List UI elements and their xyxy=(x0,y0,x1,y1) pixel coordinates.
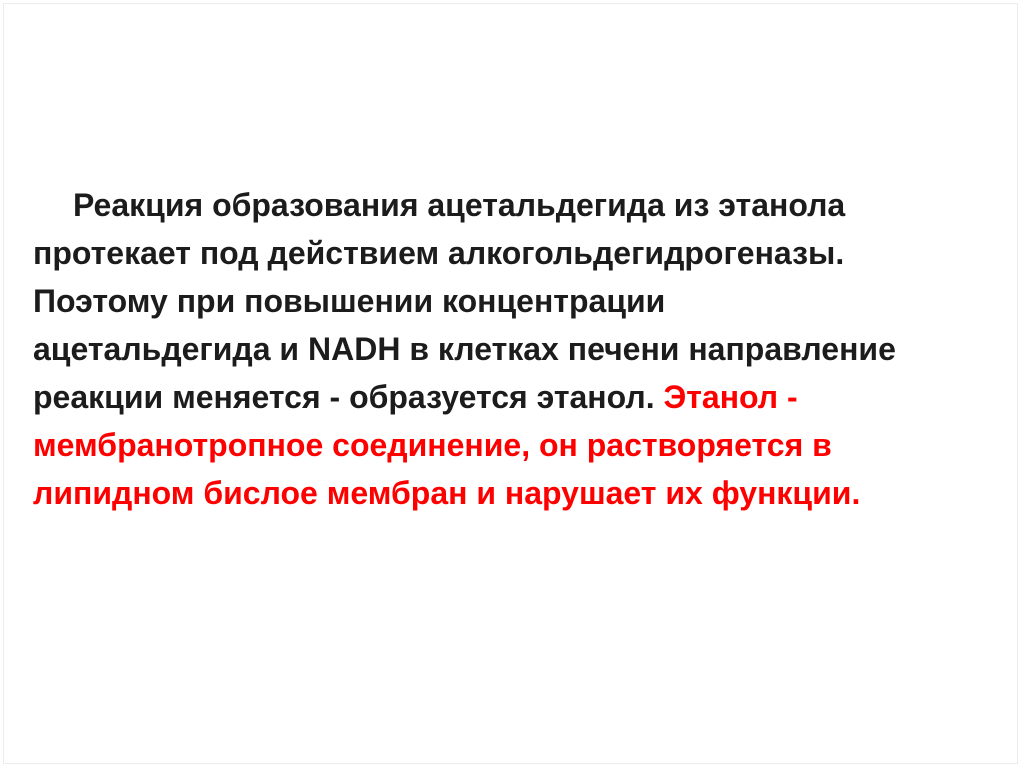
body-text xyxy=(33,181,998,517)
text-line xyxy=(33,277,998,325)
text-run-black: протекает под действием алкогольдегидрогеназы. xyxy=(33,235,845,271)
text-run-black: Поэтому при повышении концентрации xyxy=(33,283,666,319)
text-line xyxy=(33,469,998,517)
text-run-red: липидном бислое мембран и нарушает их функции. xyxy=(33,475,861,511)
text-line xyxy=(33,325,998,373)
text-line xyxy=(33,181,998,229)
text-run-red: Этанол - xyxy=(663,379,798,415)
text-run-black: Реакция образования ацетальдегида из этанола xyxy=(73,187,846,223)
text-run-black: ацетальдегида и NADH в клетках печени направление xyxy=(33,331,896,367)
text-run-black: реакции меняется - образуется этанол. xyxy=(33,379,664,415)
text-line xyxy=(33,373,998,421)
text-run-red: мембранотропное соединение, он растворяется в xyxy=(33,427,832,463)
text-line xyxy=(33,229,998,277)
text-line xyxy=(33,421,998,469)
